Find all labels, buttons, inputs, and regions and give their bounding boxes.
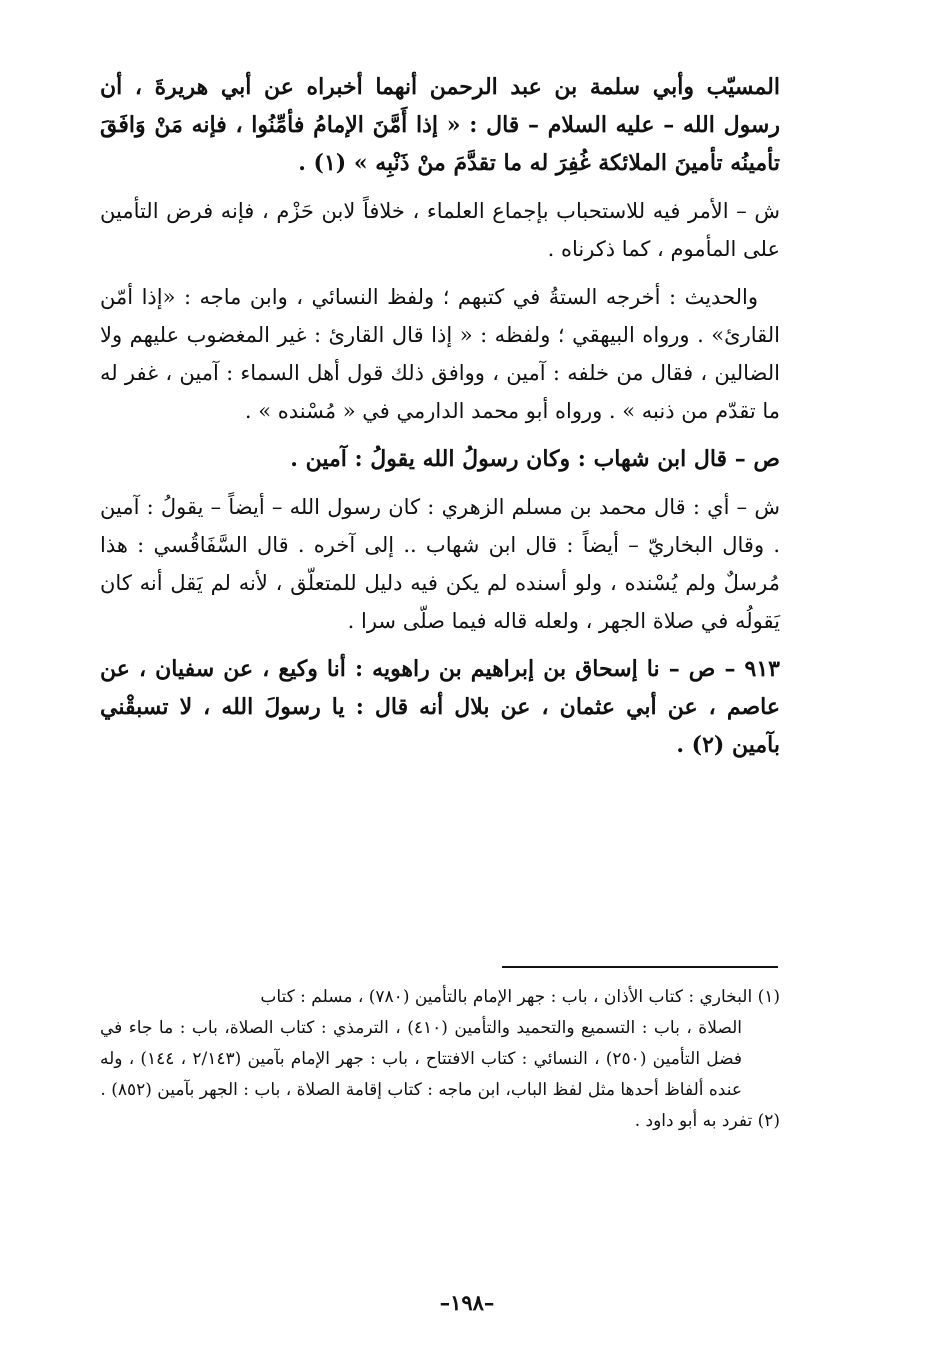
paragraph-commentary-istihbab: ش – الأمر فيه للاستحباب بإجماع العلماء ، خلافاً لابن حَزْم ، فإنه فرض التأمين على المأموم ، كما ذكرناه . [100, 199, 780, 261]
main-text [100, 68, 780, 774]
footnote-1-continuation: الصلاة ، باب : التسميع والتحميد والتأمين (٤١٠) ، الترمذي : كتاب الصلاة، باب : ما جاء في فضل التأمين (٢٥٠) ، النسائي : كتاب الافتتاح ، باب : جهر الإمام بآمين (٢/١٤٣ ، ١٤٤) ، وله عنده ألفاظ أحدها مثل لفظ الباب، ابن ماجه : كتاب إقامة الصلاة ، باب : الجهر بآمين (٨٥٢) . [100, 1018, 743, 1100]
footnote-divider [502, 966, 778, 968]
footnote-2: (٢) تفرد به أبو داود . [634, 1111, 780, 1131]
paragraph-hadith-913: ٩١٣ – ص – نا إسحاق بن إبراهيم بن راهويه : أنا وكيع ، عن سفيان ، عن عاصم ، عن أبي عثمان ، عن بلال أنه قال : يا رسولَ الله ، لا تسبقْني بآمين (٢) . [100, 656, 780, 758]
paragraph-hadith-continuation: المسيّب وأبي سلمة بن عبد الرحمن أنهما أخبراه عن أبي هريرةَ ، أن رسول الله – عليه السلام – قال : « إذا أَمَّنَ الإمامُ فأمِّنُوا ، فإنه مَنْ وَافَقَ تأمينُه تأمينَ الملائكة غُفِرَ له ما تقدَّمَ منْ ذَنْبِه » (١) . [100, 74, 780, 176]
page-number: –١٩٨– [439, 1290, 495, 1315]
paragraph-commentary-zuhri: ش – أي : قال محمد بن مسلم الزهري : كان رسول الله – أيضاً – يقولُ : آمين . وقال البخاريّ – أيضاً : قال ابن شهاب .. إلى آخره . قال السَّفَاقُسي : هذا مُرسلٌ ولم يُسْنده ، ولو أسنده لم يكن فيه دليل للمتعلّق ، لأنه لم يَقل أنه كان يَقولُه في صلاة الجهر ، ولعله قاله فيما صلّى سرا . [100, 495, 780, 633]
footnotes [100, 982, 780, 1137]
paragraph-hadith-sources: والحديث : أخرجه الستةُ في كتبهم ؛ ولفظ النسائي ، وابن ماجه : «إذا أمّن القارئ» . ورواه البيهقي ؛ ولفظه : « إذا قال القارئ : غير المغضوب عليهم ولا الضالين ، فقال من خلفه : آمين ، ووافق ذلك قول أهل السماء : آمين ، غفر له ما تقدّم من ذنبه » . ورواه أبو محمد الدارمي في « مُسْنده » . [100, 285, 780, 423]
paragraph-ibn-shihab: ص – قال ابن شهاب : وكان رسولُ الله يقولُ : آمين . [290, 446, 780, 472]
footnote-1-first-line: (١) البخاري : كتاب الأذان ، باب : جهر الإمام بالتأمين (٧٨٠) ، مسلم : كتاب [260, 987, 780, 1007]
